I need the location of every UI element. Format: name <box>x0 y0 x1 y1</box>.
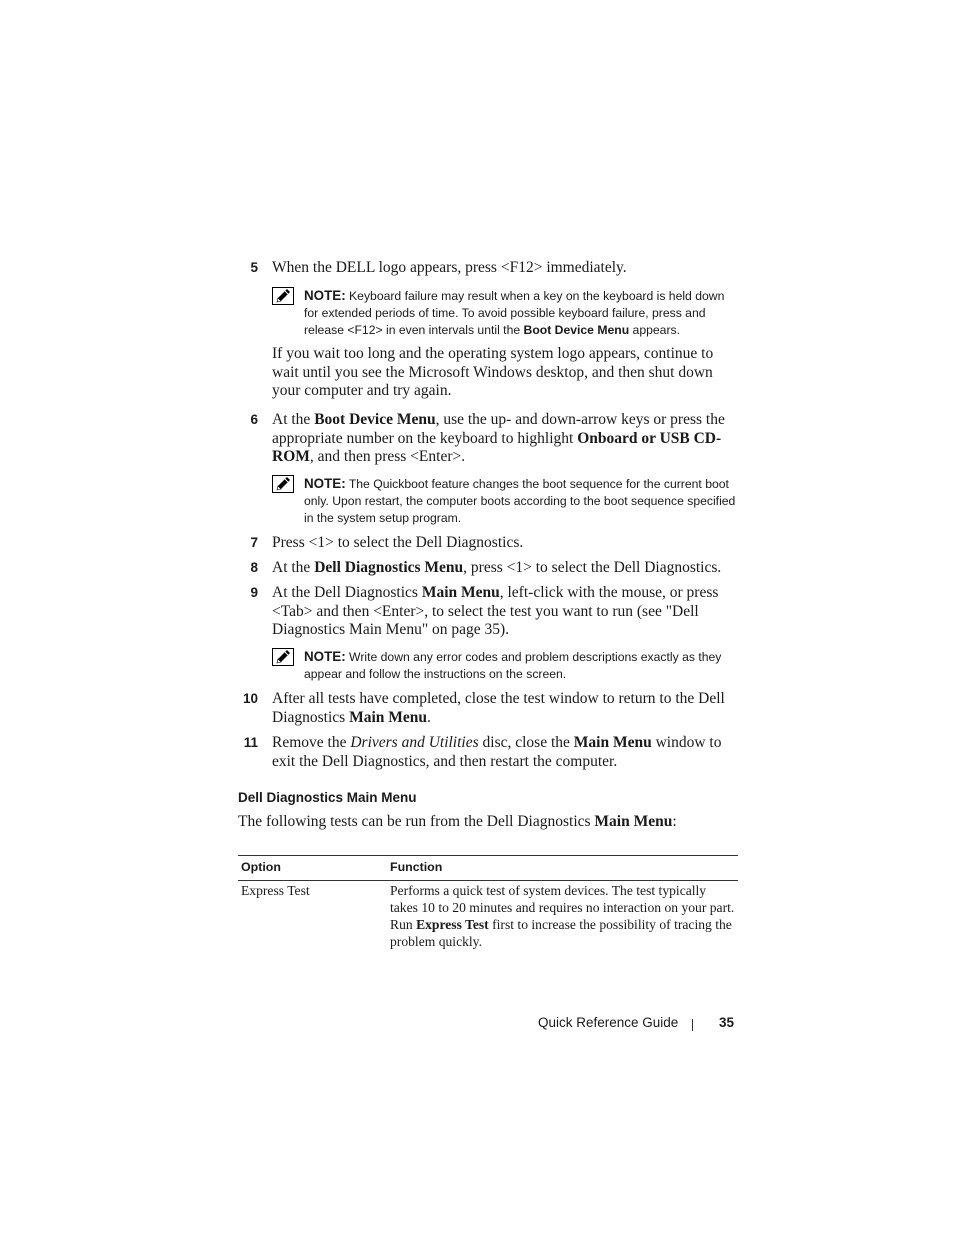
step-number: 10 <box>242 691 258 706</box>
step-number: 11 <box>243 735 258 750</box>
footer-title: Quick Reference Guide <box>538 1015 679 1030</box>
note-text: NOTE: The Quickboot feature changes the boot sequence for the current boot only. Upon restart, the computer boots according to the boot sequence specified in the system setup program. <box>304 476 736 526</box>
note-label: NOTE: <box>304 476 346 491</box>
step-text: At the Boot Device Menu, use the up- and down-arrow keys or press the appropriate number on the keyboard to highlight Onboard or USB CD-ROM, and then press <Enter>. <box>272 411 725 465</box>
step-5-paragraph: If you wait too long and the operating system logo appears, continue to wait until you see the Microsoft Windows desktop, and then shut down your computer and try again. <box>272 345 714 399</box>
step-text: Press <1> to select the Dell Diagnostics. <box>272 534 524 551</box>
table-rule-top <box>238 855 738 856</box>
step-number: 5 <box>250 260 258 275</box>
table-header-function: Function <box>390 860 443 874</box>
footer-separator <box>692 1019 693 1031</box>
step-number: 7 <box>250 535 258 550</box>
step-text: After all tests have completed, close the test window to return to the Dell Diagnostics Main Menu. <box>272 690 725 726</box>
note-pencil-icon <box>272 475 294 493</box>
step-text: When the DELL logo appears, press <F12> immediately. <box>272 259 627 276</box>
step-text: At the Dell Diagnostics Menu, press <1> to select the Dell Diagnostics. <box>272 559 722 576</box>
step-text: Remove the Drivers and Utilities disc, close the Main Menu window to exit the Dell Diagnostics, and then restart the computer. <box>272 734 722 770</box>
table-rule-header <box>238 880 738 881</box>
note-text: NOTE: Write down any error codes and problem descriptions exactly as they appear and follow the instructions on the screen. <box>304 649 722 682</box>
step-number: 9 <box>250 585 258 600</box>
intro-paragraph: The following tests can be run from the Dell Diagnostics Main Menu: <box>238 813 677 830</box>
note-pencil-icon <box>272 648 294 666</box>
page-number: 35 <box>718 1015 734 1030</box>
note-text: NOTE: Keyboard failure may result when a key on the keyboard is held down for extended periods of time. To avoid possible keyboard failure, press and release <F12> in even intervals until the Boot Device Menu appears. <box>304 288 725 338</box>
note-label: NOTE: <box>304 649 346 664</box>
section-heading: Dell Diagnostics Main Menu <box>238 790 417 805</box>
step-text: At the Dell Diagnostics Main Menu, left-click with the mouse, or press <Tab> and then <Enter>, to select the test you want to run (see "Dell Diagnostics Main Menu" on page 35). <box>272 584 719 638</box>
table-cell-function: Performs a quick test of system devices. The test typically takes 10 to 20 minutes and requires no interaction on your part. Run Express Test first to increase the possibility of tracing the problem quickly. <box>390 883 735 949</box>
step-number: 6 <box>250 412 258 427</box>
note-label: NOTE: <box>304 288 346 303</box>
step-number: 8 <box>250 560 258 575</box>
note-pencil-icon <box>272 287 294 305</box>
table-header-option: Option <box>241 860 281 874</box>
table-cell-option: Express Test <box>241 883 310 898</box>
